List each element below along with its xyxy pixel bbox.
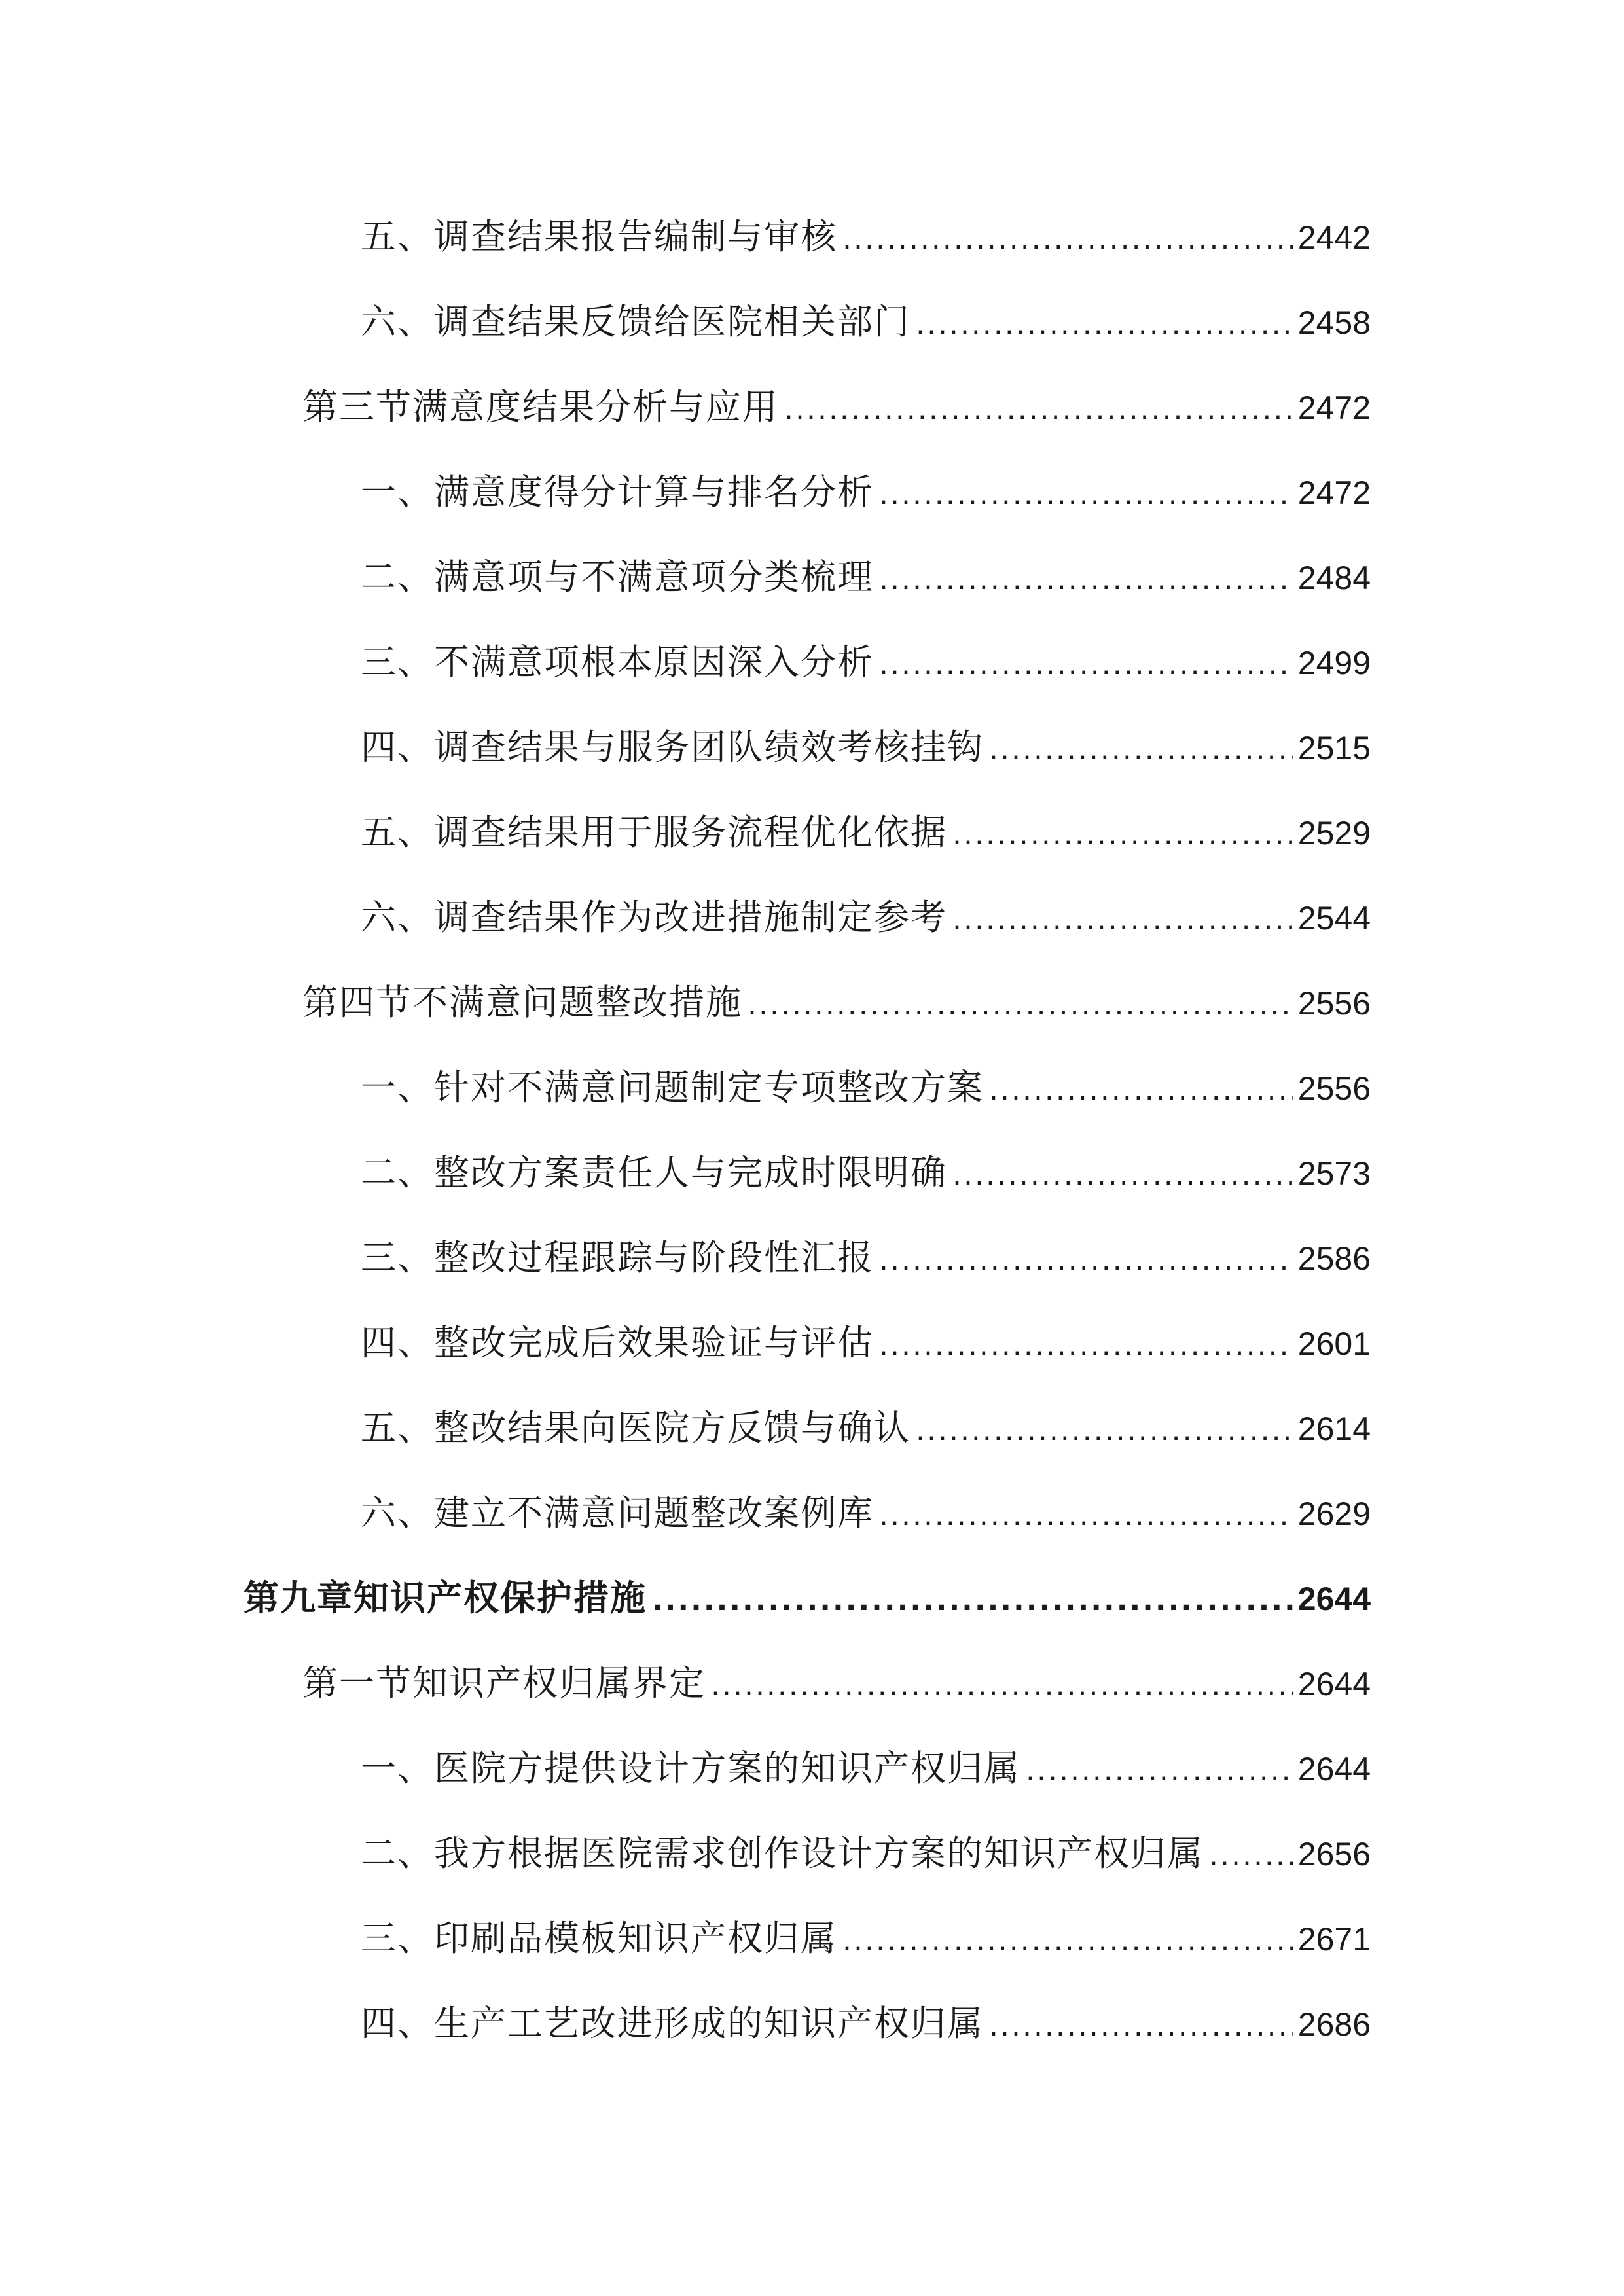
toc-entry[interactable] (361, 1402, 1371, 1454)
toc-page-number: 2656 (1297, 1836, 1371, 1873)
toc-entry[interactable] (361, 806, 1371, 859)
toc-entry[interactable] (361, 1998, 1371, 2050)
toc-entry[interactable] (361, 1827, 1371, 1880)
toc-dot-leader (879, 469, 1293, 521)
toc-chapter-entry[interactable] (244, 1572, 1371, 1624)
toc-page-number: 2442 (1297, 219, 1371, 256)
toc-dot-leader (879, 1234, 1293, 1287)
toc-page-number: 2671 (1297, 1921, 1371, 1958)
toc-entry-title: 一、满意度得分计算与排名分析 (361, 471, 874, 512)
toc-dot-leader (784, 384, 1293, 436)
toc-entry-title: 四、整改完成后效果验证与评估 (361, 1322, 874, 1363)
toc-entry-title: 三、印刷品模板知识产权归属 (361, 1918, 837, 1959)
toc-page-number: 2601 (1297, 1325, 1371, 1362)
toc-entry[interactable] (361, 1062, 1371, 1114)
toc-dot-leader (989, 724, 1293, 776)
toc-entry-title: 一、针对不满意问题制定专项整改方案 (361, 1067, 984, 1108)
toc-entry-title: 五、整改结果向医院方反馈与确认 (361, 1407, 911, 1448)
toc-dot-leader (989, 2000, 1293, 2053)
toc-dot-leader (842, 213, 1293, 266)
toc-page-number: 2573 (1297, 1155, 1371, 1192)
toc-dot-leader (989, 1064, 1293, 1117)
toc-dot-leader (1209, 1830, 1293, 1882)
toc-dot-leader (916, 1405, 1293, 1457)
toc-entry[interactable] (361, 1742, 1371, 1795)
toc-dot-leader (952, 894, 1293, 946)
toc-entry-title: 六、调查结果反馈给医院相关部门 (361, 301, 911, 342)
toc-dot-leader (952, 809, 1293, 861)
toc-entry[interactable] (361, 1487, 1371, 1539)
toc-entry-title: 第一节知识产权归属界定 (302, 1662, 706, 1704)
toc-page-number: 2614 (1297, 1410, 1371, 1447)
toc-page-number: 2515 (1297, 730, 1371, 766)
toc-page-number: 2499 (1297, 645, 1371, 681)
toc-entry-title: 第四节不满意问题整改措施 (302, 982, 742, 1023)
toc-entry[interactable] (361, 211, 1371, 263)
toc-dot-leader (916, 298, 1293, 351)
toc-entry-title: 二、满意项与不满意项分类梳理 (361, 556, 874, 598)
toc-page-number: 2556 (1297, 985, 1371, 1022)
toc-dot-leader (652, 1575, 1293, 1627)
toc-page-number: 2644 (1297, 1751, 1371, 1787)
toc-entry-title: 四、生产工艺改进形成的知识产权归属 (361, 2003, 984, 2044)
toc-dot-leader (879, 554, 1293, 606)
toc-page-number: 2544 (1297, 900, 1371, 937)
toc-entry[interactable] (302, 977, 1371, 1029)
toc-entry-title: 第三节满意度结果分析与应用 (302, 386, 779, 427)
toc-entry[interactable] (361, 1317, 1371, 1369)
toc-entry-title: 六、调查结果作为改进措施制定参考 (361, 897, 947, 938)
toc-entry-title: 二、我方根据医院需求创作设计方案的知识产权归属 (361, 1833, 1204, 1874)
toc-dot-leader (1026, 1745, 1293, 1797)
toc-entry[interactable] (361, 466, 1371, 518)
toc-entry[interactable] (361, 296, 1371, 348)
toc-entry[interactable] (302, 381, 1371, 433)
toc-page-number: 2529 (1297, 815, 1371, 852)
toc-entry-title: 六、建立不满意问题整改案例库 (361, 1492, 874, 1534)
toc-page-number: 2644 (1297, 1666, 1371, 1702)
toc-entry[interactable] (361, 721, 1371, 774)
toc-page-number: 2472 (1297, 389, 1371, 426)
toc-dot-leader (748, 979, 1293, 1031)
toc-entry-title: 一、医院方提供设计方案的知识产权归属 (361, 1748, 1020, 1789)
toc-entry-title: 二、整改方案责任人与完成时限明确 (361, 1152, 947, 1193)
toc-dot-leader (711, 1660, 1293, 1712)
toc-entry[interactable] (361, 636, 1371, 689)
toc-entry-title: 三、整改过程跟踪与阶段性汇报 (361, 1237, 874, 1278)
toc-page-number: 2686 (1297, 2006, 1371, 2043)
toc-entry[interactable] (302, 1657, 1371, 1710)
toc-page-number: 2458 (1297, 304, 1371, 341)
toc-page-number: 2629 (1297, 1496, 1371, 1532)
toc-page-number: 2484 (1297, 560, 1371, 596)
toc-entry-title: 三、不满意项根本原因深入分析 (361, 641, 874, 683)
toc-dot-leader (952, 1149, 1293, 1202)
toc-entry-title: 五、调查结果用于服务流程优化依据 (361, 812, 947, 853)
toc-entry[interactable] (361, 1147, 1371, 1199)
toc-entry[interactable] (361, 551, 1371, 603)
toc-entry-title: 第九章知识产权保护措施 (244, 1577, 647, 1619)
toc-entry[interactable] (361, 891, 1371, 944)
toc-entry[interactable] (361, 1912, 1371, 1965)
toc-page-number: 2586 (1297, 1240, 1371, 1277)
toc-page-number: 2644 (1297, 1581, 1371, 1617)
toc-dot-leader (842, 1915, 1293, 1967)
toc-entry[interactable] (361, 1232, 1371, 1284)
toc-page-number: 2472 (1297, 475, 1371, 511)
toc-entry-title: 五、调查结果报告编制与审核 (361, 216, 837, 257)
toc-page-number: 2556 (1297, 1070, 1371, 1107)
toc-dot-leader (879, 1490, 1293, 1542)
toc-entry-title: 四、调查结果与服务团队绩效考核挂钩 (361, 726, 984, 768)
toc-dot-leader (879, 639, 1293, 691)
toc-dot-leader (879, 1319, 1293, 1372)
